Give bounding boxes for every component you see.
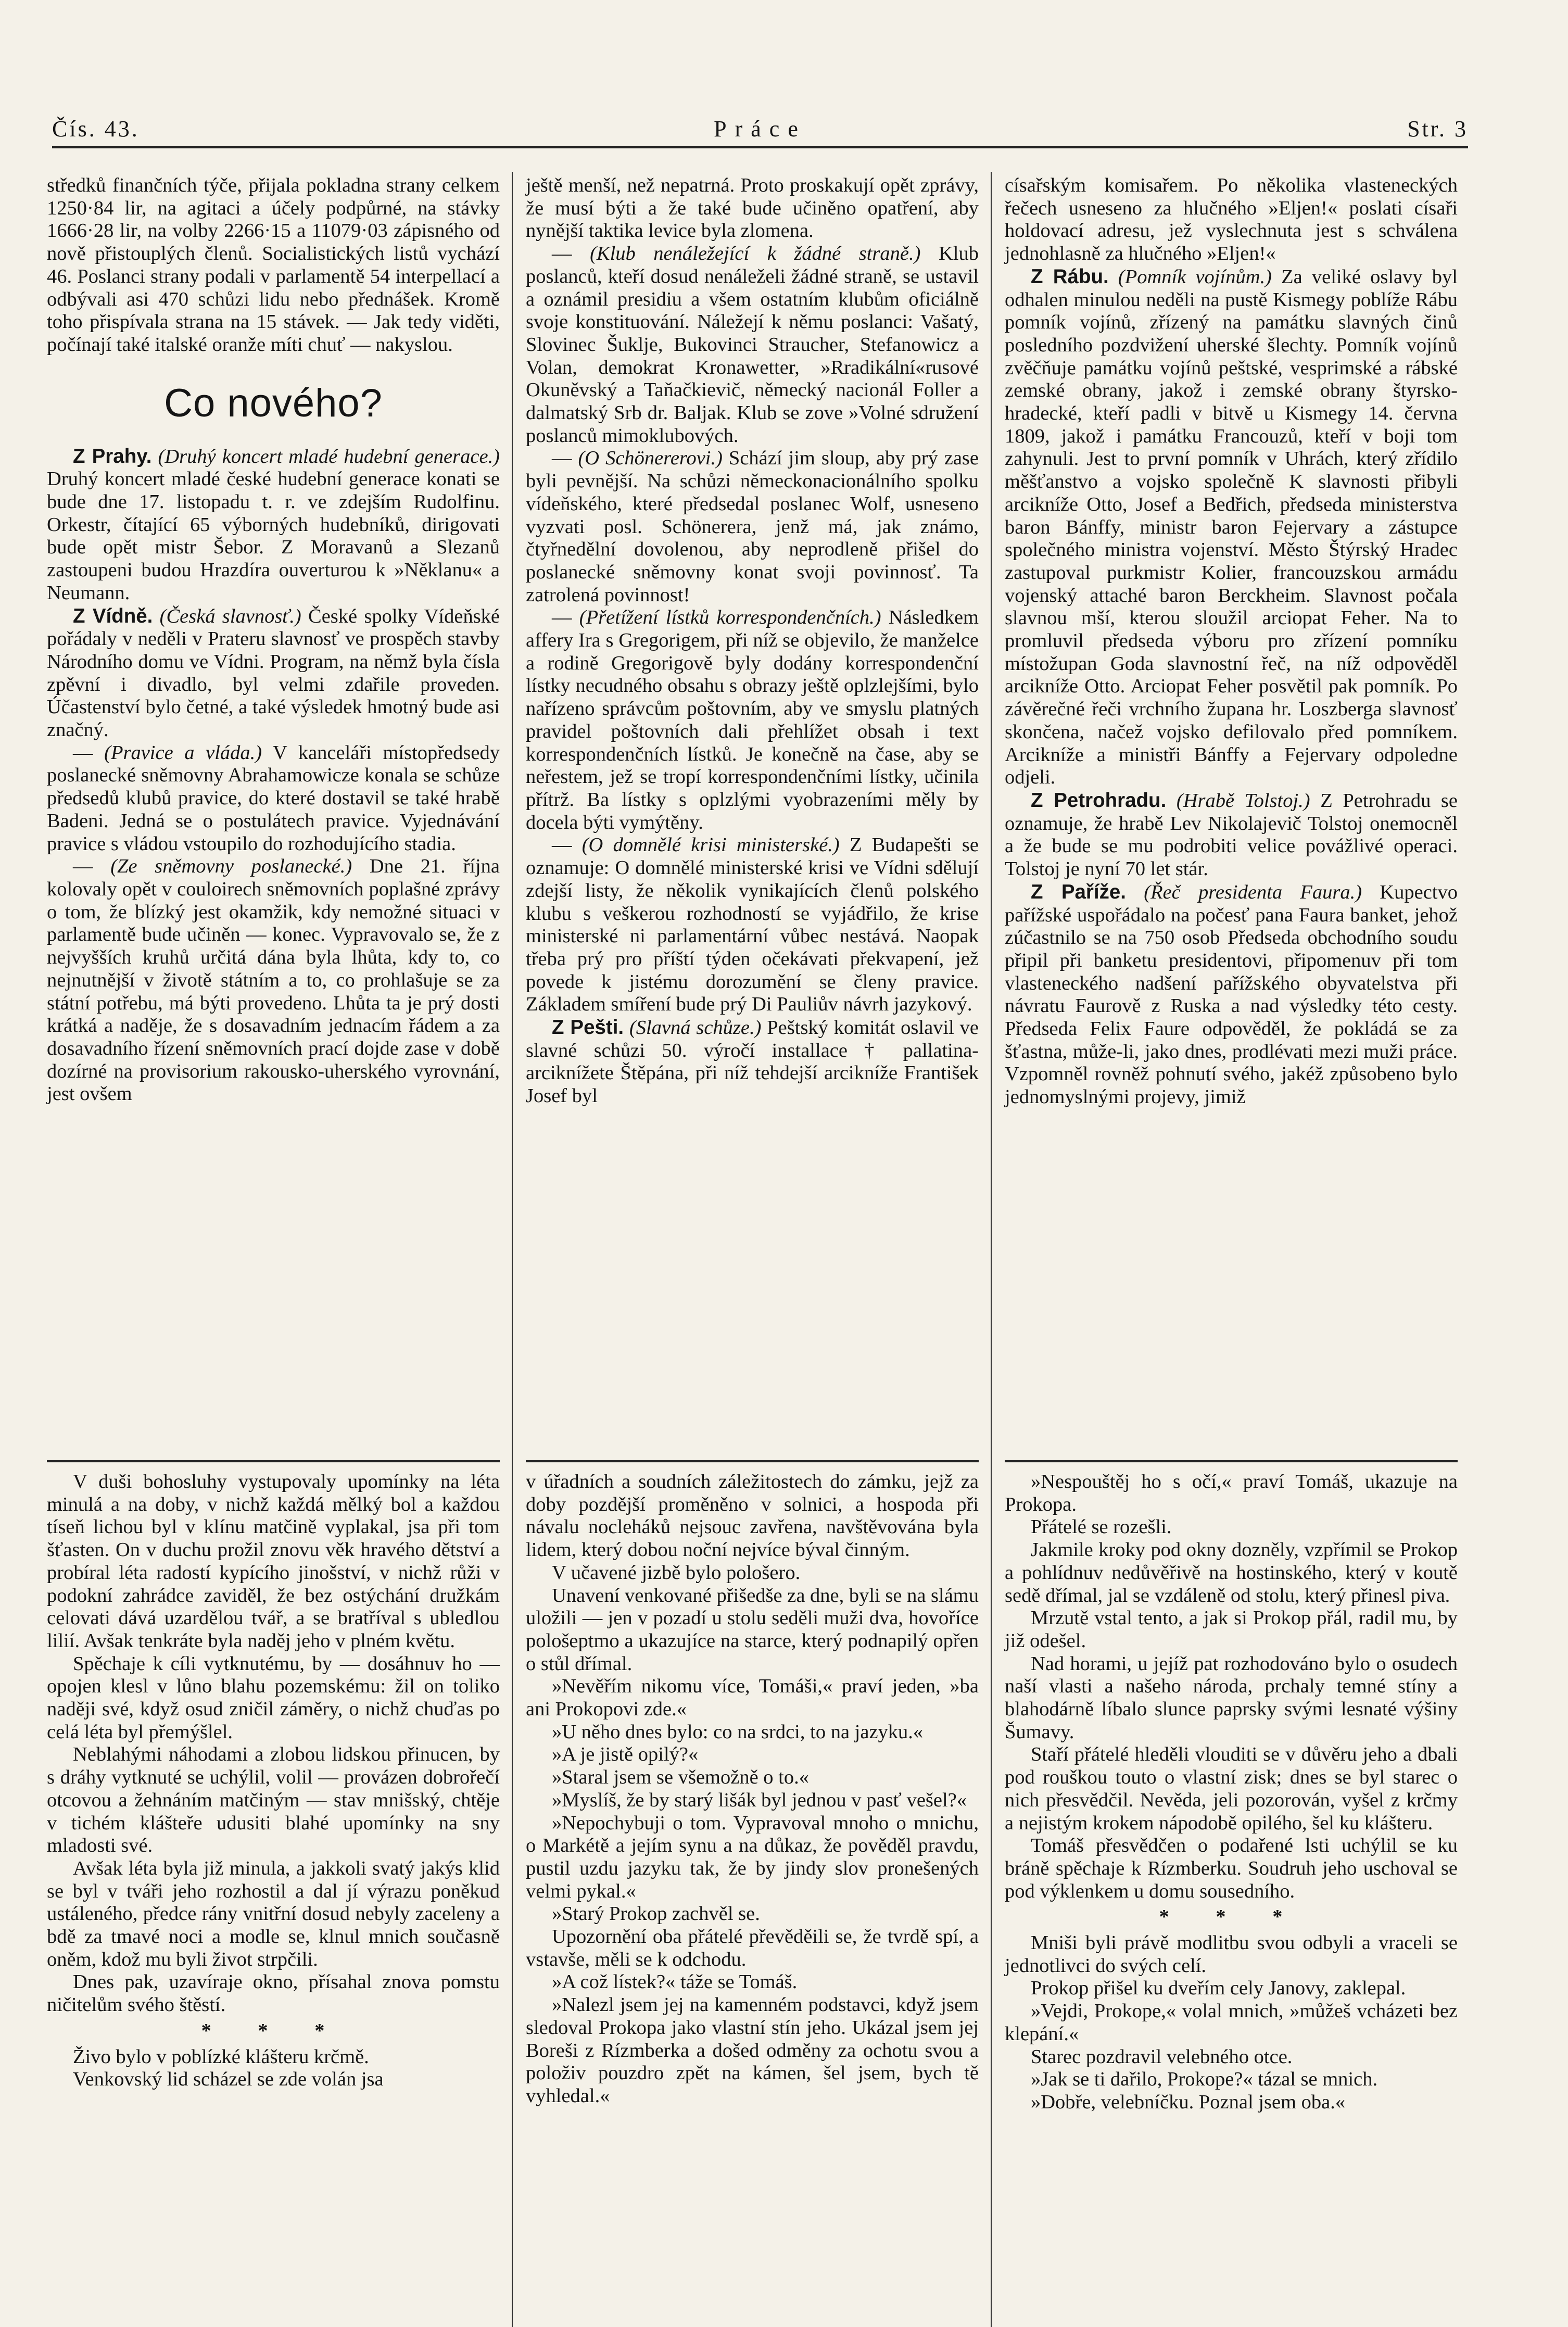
place-name: Z Pešti.	[552, 1016, 624, 1039]
item-title: (Slavná schůze.)	[629, 1017, 762, 1039]
story-paragraph: Prokop přišel ku dveřím cely Janovy, zaklepal.	[1031, 1977, 1406, 2000]
story-paragraph: »Nalezl jsem jej na kamenném podstavci, když jsem sledoval Prokopa jako vlastní stín jeho. Ukázal jsem jej Boreši z Rízmberka a došed odměny za ochotu svou a položiv pouzdro zpět na kámen, šel jsem, bych tě vyhledal.«	[526, 1994, 979, 2107]
masthead-title: Práce	[714, 116, 806, 142]
news-item: — (Klub nenáležející k žádné straně.) Klub poslanců, kteří dosud nenáleželi žádné straně, se ustavil a oznámil presidiu a všem ostatním klubům oficiálně svoje konstituování. Náležejí k němu poslanci: Vašatý, Slovinec Šuklje, Bukovinci Straucher, Stefanowicz a Volan, demokrat Kronawetter, »Rradikální«rusové Okuněvský a Taňačkievič, německý nacionál Foller a dalmatský Srb dr. Baljak. Klub se zove »Volné sdružení poslanců mimoklubových.	[526, 243, 979, 447]
item-text: Z Petrohradu se oznamuje, že hrabě Lev Nikolajevič Tolstoj onemocněl a že bude se mu podrobiti velice povážlivé operaci. Tolstoj je nyní 70 let stár.	[1005, 789, 1458, 880]
item-title: (O domnělé krisi ministerské.)	[581, 834, 840, 856]
story-paragraph: Nad horami, u jejíž pat rozhodováno bylo o osudech naší vlasti a našeho národa, prchaly temné stíny a blahodárně líbalo slunce paprsky svými lesnaté výšiny Šumavy.	[1005, 1652, 1458, 1743]
feuilleton-rule	[526, 1460, 979, 1462]
news-item: — (Pravice a vláda.) V kanceláři místopředsedy poslanecké sněmovny Abrahamowicze konala se schůze předsedů klubů pravice, do které dostavil se také hrabě Badeni. Jedná se o postulátech pravice. Vyjednávání pravice s vládou vstoupilo do rozhodujícího stadia.	[47, 741, 500, 855]
feuilleton-column-3	[1005, 1471, 1458, 2114]
story-paragraph: v úřadních a soudních záležitostech do zámku, jejž za doby pozdější proměněno v solnici, a hospoda při návalu nocleháků nejsouc zavřena, navštěvována byla lidem, který dobou noční nejvíce býval činným.	[526, 1471, 979, 1561]
news-item-prague	[47, 445, 500, 605]
news-item-raab	[1005, 265, 1458, 789]
item-title: (O Schönererovi.)	[578, 447, 723, 470]
item-text: České spolky Vídeňské pořádaly v neděli v Prateru slavnosť ve prospěch stavby Národního domu ve Vídni. Program, na němž byla čísla zpěvní i divadlo, byl velmi zdařile proveden. Účastenství bylo četné, a také výsledek hmotný bude asi značný.	[47, 605, 500, 741]
section-break: * * *	[1159, 1906, 1304, 1928]
story-paragraph: »Nepochybuji o tom. Vypravoval mnoho o mnichu, o Markétě a jejím synu a na důkaz, že pověděl pravdu, pustil uzdu jazyku tak, že by jindy slov pronešených velmi pykal.«	[526, 1812, 979, 1902]
story-paragraph: »Jak se ti dařilo, Prokope?« tázal se mnich.	[1031, 2068, 1378, 2091]
news-item-vienna	[47, 605, 500, 742]
article-paragraph: císařským komisařem. Po několika vlasteneckých řečech usneseno za hlučného »Eljen!« poslati císaři holdovací adresu, jež vyslechnuta jest s schválena jednohlasně za hlučného »Eljen!«	[1005, 174, 1458, 265]
story-paragraph: »Nespouštěj ho s očí,« praví Tomáš, ukazuje na Prokopa.	[1005, 1471, 1458, 1515]
story-paragraph: Živo bylo v poblízké klášteru krčmě.	[73, 2045, 369, 2068]
story-paragraph: Unavení venkované přišedše za dne, byli se na slámu uložili — jen v pozadí u stolu seděli muži dva, hovoříce pološeptmo a ukazujíce na starce, který podnapilý opřen o stůl dřímal.	[526, 1584, 979, 1675]
item-text: Klub poslanců, kteří dosud nenáleželi žádné straně, se ustavil a oznámil presidiu a všem ostatním klubům oficiálně svoje konstituování. Náležejí k němu poslanci: Vašatý, Slovinec Šuklje, Bukovinci Straucher, Stefanowicz a Volan, demokrat Kronawetter, »Rradikální«rusové Okuněvský a Taňačkievič, německý nacionál Foller a dalmatský Srb dr. Baljak. Klub se zove »Volné sdružení poslanců mimoklubových.	[526, 243, 979, 447]
story-paragraph: Mrzutě vstal tento, a jak si Prokop přál, radil mu, by již odešel.	[1005, 1607, 1458, 1652]
story-paragraph: »Staral jsem se všemožně o to.«	[552, 1766, 809, 1789]
story-paragraph: Dnes pak, uzavíraje okno, přísahal znova pomstu ničitelům svého štěstí.	[47, 1971, 500, 2016]
news-item-paris	[1005, 881, 1458, 1109]
item-title: (Řeč presidenta Faura.)	[1144, 881, 1362, 903]
story-paragraph: Starec pozdravil velebného otce.	[1031, 2045, 1293, 2068]
feuilleton-rule	[47, 1460, 500, 1462]
section-break: * * *	[201, 2019, 346, 2042]
story-paragraph: V duši bohosluhy vystupovaly upomínky na léta minulá a na doby, v nichž každá mělký bol a každou tíseň lichou byl v klínu matčině vyplakal, jsa při tom šťasten. On v duchu prožil znovu věk hravého dětství a probíral léta radostí kypícího jinošství, v nichž růži v podokní zahrádce zaviděl, že bez ostýchání družkám celovati dává uzardělou tvář, a se bratříval s ubledlou lilií. Avšak tenkráte byla naděj jeho v plném květu.	[47, 1471, 500, 1652]
news-item-pest	[526, 1016, 979, 1108]
story-paragraph: »Dobře, velebníčku. Poznal jsem oba.«	[1031, 2091, 1346, 2113]
place-name: Z Rábu.	[1031, 265, 1109, 288]
story-paragraph: Upozornění oba přátelé převěděili se, že tvrdě spí, a vstavše, měli se k odchodu.	[526, 1926, 979, 1970]
story-paragraph: Venkovský lid scházel se zde volán jsa	[73, 2068, 384, 2091]
story-paragraph: Tomáš přesvědčen o podařené lsti uchýlil se ku bráně spěchaje k Rízmberku. Soudruh jeho uschoval se pod výklenkem u domu sousedního.	[1005, 1835, 1458, 1902]
feuilleton-rule	[1005, 1460, 1458, 1462]
place-name: Z Prahy.	[73, 445, 152, 467]
page-header	[52, 109, 1468, 156]
item-title: (Druhý koncert mladé hudební generace.)	[158, 445, 500, 467]
feuilleton-column-1	[47, 1471, 500, 2091]
story-paragraph: Staří přátelé hleděli vlouditi se v důvěru jeho a dbali pod rouškou touto o vlastní zisk; dnes se byl starec o nich přesvědčil. Nevěda, jeli pozorován, vyšel z krčmy a nejistým krokem nápodobě opilého, šel ku klášteru.	[1005, 1743, 1458, 1834]
place-name: Z Vídně.	[73, 604, 153, 627]
item-title: (Hrabě Tolstoj.)	[1176, 789, 1310, 812]
place-name: Z Paříže.	[1031, 880, 1126, 903]
page-number: Str. 3	[1407, 116, 1468, 142]
story-paragraph: Jakmile kroky pod okny dozněly, vzpřímil se Prokop a pohlídnuv nedůvěřivě na hostinského, který v koutě sedě dřímal, jal se vzdáleně od stolu, který přinesl piva.	[1005, 1539, 1458, 1607]
header-rule	[52, 146, 1468, 148]
item-text: Za veliké oslavy byl odhalen minulou neděli na pustě Kismegy poblíže Rábu pomník vojínů, zřízený na památku slavných činů posledního pozdvižení uherské šlechty. Pomník vojínů zvěčňuje památku vojínů peštské, vesprimské a rábské zemské obrany, jakož i zemské obrany štyrsko-hradecké, kteří padli v bitvě u Kismegy 14. června 1809, jakož i památku Francouzů, kteří v boji tom zahynuli. Jest to první pomník v Uhrách, který zřídilo měšťanstvo a vojsko společně K slavnosti přibyli arcikníže Otto, Josef a Bedřich, předseda ministerstva baron Bánffy, ministr baron Fejervary a zástupce společného ministra vojenství. Město Štýrský Hradec zastupoval purkmistr Kolier, francouzskou armádu vojenský attaché baron Berckheim. Slavnost počala slavnou mší, kterou sloužil arciopat Feher. Na to promluvil předseda výboru pro zřízení pomníku místožupan Goda slavnostní řeč, na níž odpověděl arcikníže Otto. Arciopat Feher posvětil pak pomník. Po závěrečné řeči vrchního župana hr. Loszberga slavnosť skončena, načež vojsko defilovalo před pomníkem. Arcikníže a ministři Bánffy a Fejervary odpoledne odjeli.	[1005, 265, 1458, 789]
item-title: (Ze sněmovny poslanecké.)	[110, 855, 352, 878]
item-title: (Pravice a vláda.)	[104, 741, 262, 764]
story-paragraph: »U něho dnes bylo: co na srdci, to na jazyku.«	[552, 1721, 924, 1743]
news-item: — (O Schönererovi.) Schází jim sloup, aby prý zase byli pevnější. Na schůzi německonacionálního spolku vídeňského, které předsedal poslanec Wolf, usneseno vyzvati posl. Schönerera, jenž má, jak známo, čtyřnedělní dovolenou, aby neprodleně přišel do poslanecké sněmovny konat svoji povinnosť. Ta zatrolená povinnost!	[526, 447, 979, 606]
item-text: V kanceláři místopředsedy poslanecké sněmovny Abrahamowicze konala se schůze předsedů klubů pravice, do které dostavil se také hrabě Badeni. Jedná se o postulátech pravice. Vyjednávání pravice s vládou vstoupilo do rozhodujícího stadia.	[47, 741, 500, 855]
story-paragraph: »Starý Prokop zachvěl se.	[552, 1903, 760, 1925]
article-paragraph: středků finančních týče, přijala pokladna strany celkem 1250·84 lir, na agitaci a účely podpůrné, na stávky 1666·28 lir, na volby 2266·15 a 11079·03 zápisného od nově přistouplých členů. Socialistických listů vychází 46. Poslanci strany podali v parlamentě 54 interpellací a odbývali asi 470 schůzi lidu nebo přednášek. Kromě toho přispívala strana na 15 stávek. — Jak tedy viděti, počínají také italské oranže míti chuť — nakyslou.	[47, 174, 500, 356]
news-item: — (Ze sněmovny poslanecké.) Dne 21. října kolovaly opět v couloirech sněmovních poplašné zprávy o tom, že blízký jest okamžik, kdy nemožné situaci v parlamentě bude učiněn — konec. Vypravovalo se, že z nejvyšších kruhů určitá dána byla lhůta, kdy to, co nejnutnější v životě státním a to, co prohlašuje se za státní potřebu, má býti provedeno. Lhůta ta je prý dosti krátká a naděje, že s dosavadním jednacím řádem a za dosavadního řízení sněmovních prací dojde zase v době dozírné na provisorium rakousko-uherského vyrovnání, jest ovšem	[47, 855, 500, 1105]
item-text: Kupectvo pařížské uspořádalo na počesť pana Faura banket, jehož zúčastnilo se na 750 osob Předseda obchodního soudu připil při banketu presidentovi, připomenuv při tom vlasteneckého nadšení pařížského obyvatelstva při návratu Faurově z Ruska a nad výsledky této cesty. Předseda Felix Faure odpověděl, že pokládá se za šťastna, může-li, jako dnes, prodlévati mezi muži práce. Vzpomněl rovněž pohnutí svého, jakéž způsobeno bylo jednomyslnými projevy, jimiž	[1005, 881, 1458, 1108]
issue-number: Čís. 43.	[52, 116, 140, 142]
story-paragraph: Přátelé se rozešli.	[1031, 1516, 1172, 1538]
place-name: Z Petrohradu.	[1031, 789, 1167, 812]
article-paragraph: ještě menší, než nepatrná. Proto proskakují opět zprávy, že musí býti a že také bude učiněno opatření, aby nynější taktika levice byla zlomena.	[526, 174, 979, 242]
story-paragraph: »Vejdi, Prokope,« volal mnich, »můžeš vcházeti bez klepání.«	[1005, 2000, 1458, 2045]
story-paragraph: »Nevěřím nikomu více, Tomáši,« praví jeden, »ba ani Prokopovi zde.«	[526, 1675, 979, 1721]
column-2-news	[526, 174, 979, 1108]
item-text: Peštský komitát oslavil ve slavné schůzi 50. výročí installace † pallatina-arciknížete Štěpána, při níž tehdejší arcikníže František Josef byl	[526, 1017, 979, 1107]
column-1-news	[47, 174, 500, 1106]
item-title: (Česká slavnosť.)	[159, 605, 301, 627]
news-item: — (O domnělé krisi ministerské.) Z Budapešti se oznamuje: O domnělé ministerské krisi ve Vídni sdělují zdejší listy, že několik vynikajících členů polského klubu s veškerou rozhodností se vyjádřilo, že krise ministerské ni parlamentární vůbec nestává. Naopak třeba prý pro příští týden očekávati překvapení, jež povede k jistému dorozumění se členy pravice. Základem smíření bude prý Di Pauliův návrh jazykový.	[526, 834, 979, 1016]
item-text: Druhý koncert mladé české hudební generace konati se bude dne 17. listopadu t. r. ve zdejším Rudolfinu. Orkestr, čítající 65 výborných hudebníků, dirigovati bude opět mistr Šebor. Z Moravanů a Slezanů zastoupeni budou Hrazdíra ouverturou k »Něklanu« a Neumann.	[47, 468, 500, 604]
feuilleton-column-2	[526, 1471, 979, 2108]
column-divider	[991, 172, 992, 2327]
story-paragraph: V učavené jizbě bylo pološero.	[552, 1561, 801, 1584]
column-3-news	[1005, 174, 1458, 1109]
item-title: (Pomník vojínům.)	[1118, 265, 1272, 288]
item-text: Následkem affery Ira s Gregorigem, při níž se objevilo, že manželce a rodině Gregorigově byly dodány korrespondenční lístky necudného obsahu s obrazy ještě oplzlejšími, bylo nařízeno správcům poštovním, aby ve smyslu platných pravidel poštovních dali přehlížet obsah i text korrespondenčních lístků. Je konečně na čase, aby se neřestem, jež se tropí korrespondenčními lístky, učinila přítrž. Ba lístky s oplzlými vyobrazeními měly by docela býti vymýtěny.	[526, 606, 979, 833]
news-item-petersburg	[1005, 789, 1458, 881]
item-title: (Přetížení lístků korrespondenčních.)	[579, 606, 881, 629]
item-title: (Klub nenáležející k žádné straně.)	[590, 243, 921, 265]
news-item: — (Přetížení lístků korrespondenčních.) Následkem affery Ira s Gregorigem, při níž se objevilo, že manželce a rodině Gregorigově byly dodány korrespondenční lístky necudného obsahu s obrazy ještě oplzlejšími, bylo nařízeno správcům poštovním, aby ve smyslu platných pravidel poštovních dali přehlížet obsah i text korrespondenčních lístků. Je konečně na čase, aby se neřestem, jež se tropí korrespondenčními lístky, učinila přítrž. Ba lístky s oplzlými vyobrazeními měly by docela býti vymýtěny.	[526, 606, 979, 833]
story-paragraph: »Myslíš, že by starý lišák byl jednou v pasť vešel?«	[552, 1789, 967, 1811]
story-paragraph: Neblahými náhodami a zlobou lidskou přinucen, by s dráhy vytknuté se uchýlil, volil — provázen dobrořečí otcovou a žehnáním matčiným — stav mnišský, chtěje v tichém klášteře udusiti blahé upomínky na sny mladosti své.	[47, 1743, 500, 1857]
section-title: Co nového?	[164, 381, 383, 425]
story-paragraph: Spěchaje k cíli vytknutému, by — dosáhnuv ho — opojen klesl v lůno blahu pozemskému: žil on toliko naději své, když osud zničil záměry, o nichž chuďas po celá léta byl přemýšlel.	[47, 1652, 500, 1743]
newspaper-page	[36, 109, 1473, 2265]
story-paragraph: Mniši byli právě modlitbu svou odbyli a vraceli se jednotlivci do svých celí.	[1005, 1932, 1458, 1977]
item-text: Schází jim sloup, aby prý zase byli pevnější. Na schůzi německonacionálního spolku vídeňského, které předsedal poslanec Wolf, usneseno vyzvati posl. Schönerera, jenž má, jak známo, čtyřnedělní dovolenou, aby neprodleně přišel do poslanecké sněmovny konat svoji povinnosť. Ta zatrolená povinnost!	[526, 447, 979, 606]
story-paragraph: »A což lístek?« táže se Tomáš.	[552, 1971, 798, 1993]
item-text: Z Budapešti se oznamuje: O domnělé ministerské krisi ve Vídni sdělují zdejší listy, že několik vynikajících členů polského klubu s veškerou rozhodností se vyjádřilo, že krise ministerské ni parlamentární vůbec nestává. Naopak třeba prý pro příští týden očekávati překvapení, jež povede k jistému dorozumění se členy pravice. Základem smíření bude prý Di Pauliův návrh jazykový.	[526, 834, 979, 1016]
column-divider	[512, 172, 513, 2327]
story-paragraph: Avšak léta byla již minula, a jakkoli svatý jakýs klid se byl v tváři jeho rozhostil a dal jí výrazu poněkud ustáleného, předce rány vnitřní dosud nebyly zaceleny a bdě za tmavé noci a modle se, klnul mnich současně oněm, kdož mu byli život strpčili.	[47, 1857, 500, 1970]
story-paragraph: »A je jistě opilý?«	[552, 1743, 699, 1766]
item-text: Dne 21. října kolovaly opět v couloirech sněmovních poplašné zprávy o tom, že blízký jest okamžik, kdy nemožné situaci v parlamentě bude učiněn — konec. Vypravovalo se, že z nejvyšších kruhů určitá dána byla lhůta, kdy to, co nejnutnější v životě státním a to, co prohlašuje se za státní potřebu, má býti provedeno. Lhůta ta je prý dosti krátká a naděje, že s dosavadním jednacím řádem a za dosavadního řízení sněmovních prací dojde zase v době dozírné na provisorium rakousko-uherského vyrovnání, jest ovšem	[47, 855, 500, 1105]
